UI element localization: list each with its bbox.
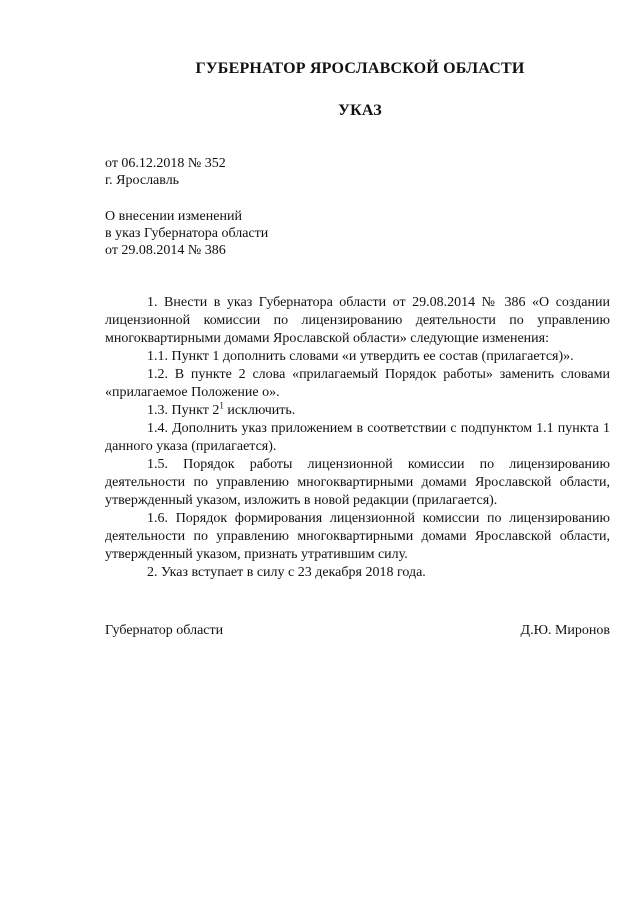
subject-line-3: от 29.08.2014 № 386 (105, 243, 226, 258)
org-title: ГУБЕРНАТОР ЯРОСЛАВСКОЙ ОБЛАСТИ (195, 60, 525, 77)
paragraph-1-3-end: исключить. (223, 403, 296, 418)
paragraph-1-6: 1.6. Порядок формирования лицензионной комиссии по лицензированию деятельности по управлению многоквартирными домами Ярославской области, утвержденный указом, признать утратившим силу. (105, 511, 610, 562)
paragraph-1-1: 1.1. Пункт 1 дополнить словами «и утвердить ее состав (прилагается)». (147, 349, 574, 364)
paragraph-1-3-text: 1.3. Пункт 2 (147, 403, 220, 418)
date-block (105, 155, 226, 189)
date-number: от 06.12.2018 № 352 (105, 156, 226, 171)
document-body (105, 294, 610, 582)
paragraph-1-4: 1.4. Дополнить указ приложением в соответствии с подпунктом 1.1 пункта 1 данного указа (прилагается). (105, 421, 610, 454)
paragraph-1-2: 1.2. В пункте 2 слова «прилагаемый Порядок работы» заменить словами «прилагаемое Положение о». (105, 367, 610, 400)
signature-position: Губернатор области (105, 623, 224, 638)
paragraph-1-5: 1.5. Порядок работы лицензионной комиссии по лицензированию деятельности по управлению многоквартирными домами Ярославской области, утвержденный указом, изложить в новой редакции (прилагается). (105, 457, 610, 508)
paragraph-1-3 (105, 402, 610, 420)
document-type: УКАЗ (338, 102, 382, 119)
subject-line-2: в указ Губернатора области (105, 226, 269, 241)
subject-line-1: О внесении изменений (105, 209, 242, 224)
signature-name: Д.Ю. Миронов (520, 623, 610, 638)
city: г. Ярославль (105, 173, 180, 188)
subject-block (105, 208, 268, 259)
paragraph-1-3-superscript: 1 (219, 400, 224, 411)
paragraph-2: 2. Указ вступает в силу с 23 декабря 2018 года. (147, 565, 426, 580)
paragraph-1: 1. Внести в указ Губернатора области от 29.08.2014 № 386 «О создании лицензионной комиссии по лицензированию деятельности по управлению многоквартирными домами Ярославской области» следующие изменения: (105, 295, 610, 346)
